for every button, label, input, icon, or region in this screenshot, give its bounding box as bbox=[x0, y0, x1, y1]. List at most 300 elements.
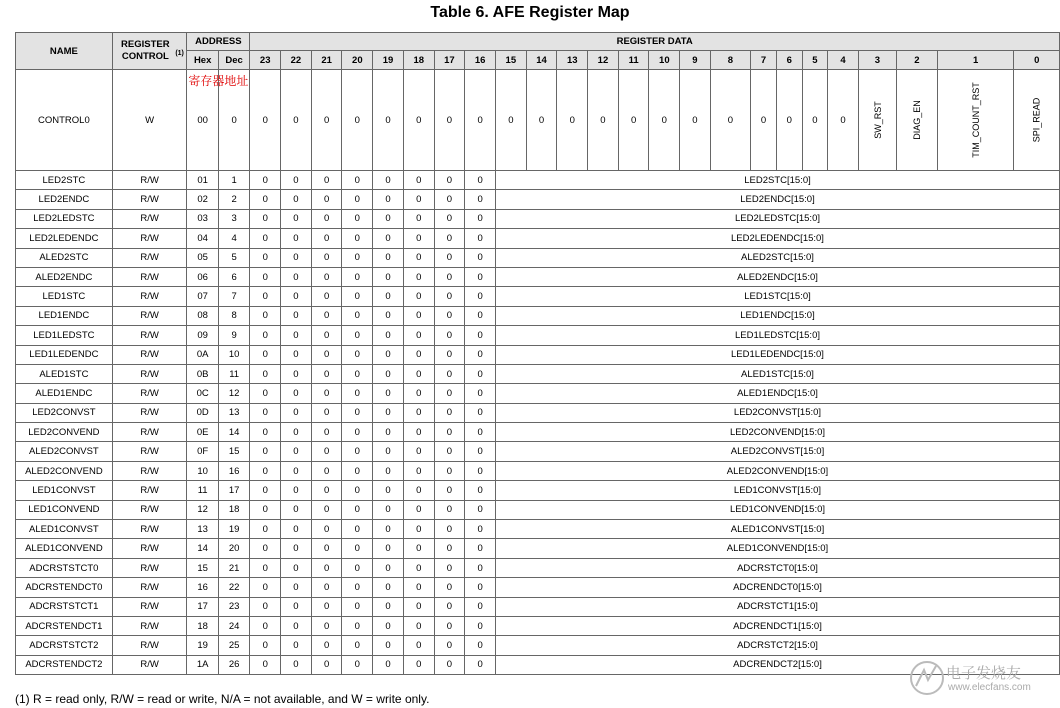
register-data-field: ALED2CONVEND[15:0] bbox=[495, 461, 1059, 480]
bit-value: 0 bbox=[776, 70, 802, 171]
bit-value: 0 bbox=[281, 597, 312, 616]
bit-value: 0 bbox=[403, 539, 434, 558]
register-control: R/W bbox=[112, 384, 187, 403]
address-dec: 4 bbox=[218, 229, 249, 248]
bit-value: 0 bbox=[342, 558, 373, 577]
bit-value: 0 bbox=[465, 636, 496, 655]
table-row bbox=[16, 461, 1060, 480]
bit-value: 0 bbox=[373, 461, 404, 480]
bit-value: 0 bbox=[465, 578, 496, 597]
bit-value: 0 bbox=[434, 578, 465, 597]
address-dec: 13 bbox=[218, 403, 249, 422]
address-dec: 11 bbox=[218, 364, 249, 383]
bit-value: 0 bbox=[403, 171, 434, 190]
bit-value: 0 bbox=[250, 306, 281, 325]
register-control: R/W bbox=[112, 461, 187, 480]
bit-value: 0 bbox=[342, 500, 373, 519]
dec-header: Dec bbox=[218, 51, 249, 70]
register-data-field: LED2LEDSTC[15:0] bbox=[495, 209, 1059, 228]
table-row bbox=[16, 578, 1060, 597]
bit-value: 0 bbox=[465, 267, 496, 286]
bit-value: 0 bbox=[434, 655, 465, 674]
address-hex: 09 bbox=[187, 326, 218, 345]
register-control: R/W bbox=[112, 171, 187, 190]
bit-value: 0 bbox=[250, 481, 281, 500]
bit-value: 0 bbox=[434, 171, 465, 190]
bit-value: 0 bbox=[311, 384, 342, 403]
register-control: W bbox=[112, 70, 187, 171]
bit-value: 0 bbox=[250, 616, 281, 635]
bit-header: 18 bbox=[403, 51, 434, 70]
bit-header: 7 bbox=[751, 51, 777, 70]
bit-value: 0 bbox=[465, 70, 496, 171]
bit-value: 0 bbox=[281, 229, 312, 248]
address-hex: 03 bbox=[187, 209, 218, 228]
register-data-field: LED1ENDC[15:0] bbox=[495, 306, 1059, 325]
bit-value: 0 bbox=[373, 539, 404, 558]
address-hex: 13 bbox=[187, 520, 218, 539]
bit-value: 0 bbox=[373, 229, 404, 248]
bit-value: 0 bbox=[434, 558, 465, 577]
bit-value: 0 bbox=[281, 70, 312, 171]
bit-value: 0 bbox=[250, 287, 281, 306]
bit-value: 0 bbox=[281, 403, 312, 422]
bit-value: 0 bbox=[250, 423, 281, 442]
register-data-field: LED1CONVEND[15:0] bbox=[495, 500, 1059, 519]
bit-value: 0 bbox=[281, 481, 312, 500]
address-dec: 0 bbox=[218, 70, 249, 171]
register-control: R/W bbox=[112, 500, 187, 519]
bit-header: 11 bbox=[618, 51, 649, 70]
bit-value: 0 bbox=[434, 326, 465, 345]
bit-value: 0 bbox=[342, 636, 373, 655]
bit-header: 10 bbox=[649, 51, 680, 70]
table-row bbox=[16, 481, 1060, 500]
register-data-field: ALED1CONVST[15:0] bbox=[495, 520, 1059, 539]
bit-value: 0 bbox=[649, 70, 680, 171]
register-control: R/W bbox=[112, 190, 187, 209]
bit-value: 0 bbox=[465, 461, 496, 480]
table-row bbox=[16, 229, 1060, 248]
address-hex: 15 bbox=[187, 558, 218, 577]
bit-value: 0 bbox=[557, 70, 588, 171]
bit-value: 0 bbox=[342, 461, 373, 480]
bit-value: 0 bbox=[311, 597, 342, 616]
bit-value: 0 bbox=[434, 461, 465, 480]
address-dec: 21 bbox=[218, 558, 249, 577]
bit-header: 15 bbox=[495, 51, 526, 70]
bit-value: 0 bbox=[495, 70, 526, 171]
bit-value: 0 bbox=[828, 70, 858, 171]
bit-value: 0 bbox=[465, 248, 496, 267]
bit-value: 0 bbox=[311, 364, 342, 383]
bit-value: 0 bbox=[342, 364, 373, 383]
named-bit-label: TIM_COUNT_RST bbox=[970, 81, 981, 158]
register-data-field: LED1LEDSTC[15:0] bbox=[495, 326, 1059, 345]
address-hex: 04 bbox=[187, 229, 218, 248]
bit-value: 0 bbox=[311, 423, 342, 442]
bit-value: 0 bbox=[311, 500, 342, 519]
register-control: R/W bbox=[112, 597, 187, 616]
elecfans-watermark bbox=[908, 658, 1048, 700]
table-row bbox=[16, 597, 1060, 616]
bit-value: 0 bbox=[434, 229, 465, 248]
register-data-field: LED2CONVEND[15:0] bbox=[495, 423, 1059, 442]
bit-value: 0 bbox=[802, 70, 828, 171]
register-name: LED1ENDC bbox=[16, 306, 113, 325]
bit-value: 0 bbox=[403, 558, 434, 577]
bit-value: 0 bbox=[250, 520, 281, 539]
bit-value: 0 bbox=[465, 539, 496, 558]
bit-value: 0 bbox=[250, 326, 281, 345]
table-row bbox=[16, 616, 1060, 635]
bit-value: 0 bbox=[342, 287, 373, 306]
register-name: ALED2CONVEND bbox=[16, 461, 113, 480]
bit-value: 0 bbox=[373, 520, 404, 539]
bit-value: 0 bbox=[373, 655, 404, 674]
address-hex: 0F bbox=[187, 442, 218, 461]
hex-header: Hex bbox=[187, 51, 218, 70]
table-row bbox=[16, 442, 1060, 461]
register-data-field: ADCRENDCT1[15:0] bbox=[495, 616, 1059, 635]
bit-value: 0 bbox=[373, 70, 404, 171]
bit-value: 0 bbox=[465, 190, 496, 209]
bit-value: 0 bbox=[250, 539, 281, 558]
address-hex: 寄存器地址 00 bbox=[187, 70, 218, 171]
register-control: R/W bbox=[112, 558, 187, 577]
address-dec: 2 bbox=[218, 190, 249, 209]
address-dec: 17 bbox=[218, 481, 249, 500]
bit-value: 0 bbox=[311, 287, 342, 306]
bit-value: 0 bbox=[311, 70, 342, 171]
bit-value: 0 bbox=[403, 578, 434, 597]
bit-value: 0 bbox=[311, 171, 342, 190]
bit-value: 0 bbox=[434, 500, 465, 519]
address-dec: 14 bbox=[218, 423, 249, 442]
bit-value: 0 bbox=[281, 616, 312, 635]
register-control: R/W bbox=[112, 403, 187, 422]
bit-value: 0 bbox=[250, 403, 281, 422]
register-name: ADCRSTENDCT1 bbox=[16, 616, 113, 635]
register-name: ALED1STC bbox=[16, 364, 113, 383]
table-row bbox=[16, 403, 1060, 422]
bit-value: 0 bbox=[342, 384, 373, 403]
bit-value: 0 bbox=[250, 558, 281, 577]
bit-value: 0 bbox=[373, 209, 404, 228]
bit-value: 0 bbox=[342, 481, 373, 500]
bit-value: 0 bbox=[373, 364, 404, 383]
address-dec: 10 bbox=[218, 345, 249, 364]
address-hex: 16 bbox=[187, 578, 218, 597]
bit-value: 0 bbox=[465, 326, 496, 345]
bit-value: 0 bbox=[281, 384, 312, 403]
bit-value: 0 bbox=[403, 423, 434, 442]
register-name: ALED1ENDC bbox=[16, 384, 113, 403]
bit-value: 0 bbox=[342, 248, 373, 267]
address-hex: 0E bbox=[187, 423, 218, 442]
bit-value: 0 bbox=[403, 190, 434, 209]
bit-value: 0 bbox=[434, 597, 465, 616]
register-name: ALED1CONVEND bbox=[16, 539, 113, 558]
bit-value: 0 bbox=[342, 597, 373, 616]
bit-value: 0 bbox=[342, 442, 373, 461]
register-data-field: ALED1CONVEND[15:0] bbox=[495, 539, 1059, 558]
bit-value: 0 bbox=[281, 539, 312, 558]
address-hex: 19 bbox=[187, 636, 218, 655]
bit-value: 0 bbox=[342, 520, 373, 539]
table-row bbox=[16, 500, 1060, 519]
bit-value: 0 bbox=[281, 209, 312, 228]
bit-value: 0 bbox=[403, 461, 434, 480]
bit-value: 0 bbox=[373, 500, 404, 519]
bit-value: 0 bbox=[403, 520, 434, 539]
bit-value: 0 bbox=[710, 70, 751, 171]
address-dec: 19 bbox=[218, 520, 249, 539]
register-control: R/W bbox=[112, 578, 187, 597]
register-control: R/W bbox=[112, 287, 187, 306]
bit-header: 21 bbox=[311, 51, 342, 70]
bit-value: 0 bbox=[250, 190, 281, 209]
bit-value: 0 bbox=[311, 481, 342, 500]
bit-value: 0 bbox=[751, 70, 777, 171]
address-hex: 01 bbox=[187, 171, 218, 190]
address-dec: 18 bbox=[218, 500, 249, 519]
bit-value: 0 bbox=[311, 209, 342, 228]
bit-value: 0 bbox=[311, 558, 342, 577]
address-hex: 12 bbox=[187, 500, 218, 519]
bit-value: 0 bbox=[250, 209, 281, 228]
bit-value: 0 bbox=[373, 558, 404, 577]
register-data-field: ADCRENDCT0[15:0] bbox=[495, 578, 1059, 597]
register-control: R/W bbox=[112, 306, 187, 325]
bit-value: 0 bbox=[465, 229, 496, 248]
bit-value: 0 bbox=[434, 248, 465, 267]
bit-value: 0 bbox=[403, 326, 434, 345]
register-data-field: ALED2CONVST[15:0] bbox=[495, 442, 1059, 461]
register-control: R/W bbox=[112, 248, 187, 267]
bit-value: 0 bbox=[250, 171, 281, 190]
table-title: Table 6. AFE Register Map bbox=[430, 4, 630, 21]
bit-value: 0 bbox=[342, 616, 373, 635]
bit-value: 0 bbox=[342, 423, 373, 442]
address-hex: 05 bbox=[187, 248, 218, 267]
register-control: R/W bbox=[112, 345, 187, 364]
bit-header: 19 bbox=[373, 51, 404, 70]
address-dec: 23 bbox=[218, 597, 249, 616]
bit-value: 0 bbox=[465, 500, 496, 519]
bit-value: 0 bbox=[342, 267, 373, 286]
bit-value: 0 bbox=[465, 616, 496, 635]
bit-value: 0 bbox=[465, 364, 496, 383]
bit-value: 0 bbox=[281, 306, 312, 325]
bit-header: 1 bbox=[937, 51, 1014, 70]
bit-value: 0 bbox=[281, 520, 312, 539]
address-hex: 06 bbox=[187, 267, 218, 286]
bit-value: 0 bbox=[373, 326, 404, 345]
register-control: R/W bbox=[112, 209, 187, 228]
bit-value: 0 bbox=[373, 267, 404, 286]
bit-value: 0 bbox=[281, 248, 312, 267]
bit-value: 0 bbox=[588, 70, 619, 171]
address-hex: 02 bbox=[187, 190, 218, 209]
register-control: R/W bbox=[112, 655, 187, 674]
bit-value: 0 bbox=[434, 287, 465, 306]
register-control: R/W bbox=[112, 229, 187, 248]
bit-value: 0 bbox=[434, 267, 465, 286]
bit-value: 0 bbox=[403, 655, 434, 674]
bit-value: 0 bbox=[434, 384, 465, 403]
address-hex: 17 bbox=[187, 597, 218, 616]
register-control: R/W bbox=[112, 364, 187, 383]
bit-value: 0 bbox=[281, 171, 312, 190]
bit-value: 0 bbox=[373, 636, 404, 655]
header-row-1 bbox=[16, 33, 1060, 51]
register-data-field: LED2LEDENDC[15:0] bbox=[495, 229, 1059, 248]
table-row bbox=[16, 384, 1060, 403]
table-row-control0 bbox=[16, 70, 1060, 171]
bit-header: 13 bbox=[557, 51, 588, 70]
bit-value: 0 bbox=[373, 578, 404, 597]
address-dec: 16 bbox=[218, 461, 249, 480]
address-hex: 11 bbox=[187, 481, 218, 500]
bit-value: 0 bbox=[311, 578, 342, 597]
address-hex: 0B bbox=[187, 364, 218, 383]
bit-value: 0 bbox=[342, 345, 373, 364]
bit-value: 0 bbox=[311, 229, 342, 248]
bit-value: 0 bbox=[281, 364, 312, 383]
address-hex: 0D bbox=[187, 403, 218, 422]
annotation-register-address: 寄存器地址 bbox=[188, 74, 249, 88]
bit-value: 0 bbox=[311, 655, 342, 674]
named-bit-label: SPI_READ bbox=[1031, 97, 1042, 142]
bit-header: 2 bbox=[897, 51, 938, 70]
bit-value: 0 bbox=[250, 229, 281, 248]
register-data-field: ADCRSTCT1[15:0] bbox=[495, 597, 1059, 616]
bit-value: 0 bbox=[403, 209, 434, 228]
register-data-field: LED2ENDC[15:0] bbox=[495, 190, 1059, 209]
named-bit-label: DIAG_EN bbox=[911, 99, 922, 140]
bit-value: 0 bbox=[342, 326, 373, 345]
bit-value: 0 bbox=[311, 616, 342, 635]
bit-value: 0 bbox=[342, 655, 373, 674]
watermark-url: www.elecfans.com bbox=[948, 682, 1031, 693]
bit-value: 0 bbox=[311, 190, 342, 209]
register-name: LED1CONVEND bbox=[16, 500, 113, 519]
bit-value: 0 bbox=[281, 655, 312, 674]
address-dec: 15 bbox=[218, 442, 249, 461]
address-hex: 18 bbox=[187, 616, 218, 635]
bit-value: 0 bbox=[311, 326, 342, 345]
bit-header: 16 bbox=[465, 51, 496, 70]
bit-value: 0 bbox=[403, 287, 434, 306]
bit-header: 0 bbox=[1014, 51, 1060, 70]
register-name: LED2LEDSTC bbox=[16, 209, 113, 228]
table-row bbox=[16, 655, 1060, 674]
bit-value: 0 bbox=[465, 442, 496, 461]
register-data-field: ALED2ENDC[15:0] bbox=[495, 267, 1059, 286]
bit-value: 0 bbox=[281, 636, 312, 655]
bit-value: 0 bbox=[250, 442, 281, 461]
bit-value: 0 bbox=[373, 306, 404, 325]
bit-value: 0 bbox=[403, 267, 434, 286]
bit-value: 0 bbox=[281, 287, 312, 306]
register-data-field: ALED2STC[15:0] bbox=[495, 248, 1059, 267]
register-name: ADCRSTSTCT1 bbox=[16, 597, 113, 616]
bit-value: 0 bbox=[403, 364, 434, 383]
bit-value: 0 bbox=[373, 423, 404, 442]
address-dec: 7 bbox=[218, 287, 249, 306]
address-hex: 07 bbox=[187, 287, 218, 306]
bit-header: 12 bbox=[588, 51, 619, 70]
table-row bbox=[16, 520, 1060, 539]
bit-value: 0 bbox=[311, 403, 342, 422]
bit-value: 0 bbox=[281, 190, 312, 209]
address-dec: 3 bbox=[218, 209, 249, 228]
table-row bbox=[16, 345, 1060, 364]
table-row bbox=[16, 171, 1060, 190]
table-row bbox=[16, 267, 1060, 286]
bit-value: 0 bbox=[342, 306, 373, 325]
bit-value: 0 bbox=[342, 190, 373, 209]
register-control: R/W bbox=[112, 481, 187, 500]
bit-value: 0 bbox=[250, 248, 281, 267]
address-dec: 9 bbox=[218, 326, 249, 345]
bit-value: 0 bbox=[434, 209, 465, 228]
bit-value: 0 bbox=[250, 597, 281, 616]
address-hex: 1A bbox=[187, 655, 218, 674]
named-bit-label: SW_RST bbox=[872, 100, 883, 139]
bit-value: 0 bbox=[281, 461, 312, 480]
bit-value: 0 bbox=[250, 384, 281, 403]
bit-value: 0 bbox=[465, 306, 496, 325]
bit-value: 0 bbox=[250, 345, 281, 364]
bit-value: 0 bbox=[434, 616, 465, 635]
register-name: LED1LEDSTC bbox=[16, 326, 113, 345]
bit-value: 0 bbox=[434, 442, 465, 461]
bit-value: 0 bbox=[465, 171, 496, 190]
table-row bbox=[16, 209, 1060, 228]
bit-value: 0 bbox=[311, 520, 342, 539]
address-dec: 25 bbox=[218, 636, 249, 655]
bit-value: 0 bbox=[465, 520, 496, 539]
register-name: LED2ENDC bbox=[16, 190, 113, 209]
register-name: ALED1CONVST bbox=[16, 520, 113, 539]
register-control-header: REGISTER CONTROL $^{(1)}$ bbox=[112, 33, 187, 70]
bit-value: 0 bbox=[373, 403, 404, 422]
bit-value: 0 bbox=[250, 578, 281, 597]
register-name: ADCRSTSTCT0 bbox=[16, 558, 113, 577]
register-data-header: REGISTER DATA bbox=[250, 33, 1060, 51]
address-dec: 12 bbox=[218, 384, 249, 403]
bit-value: 0 bbox=[680, 70, 710, 171]
bit-value: 0 bbox=[465, 597, 496, 616]
bit-value: 0 bbox=[403, 636, 434, 655]
bit-value: 0 bbox=[342, 403, 373, 422]
bit-value: 0 bbox=[250, 70, 281, 171]
register-name: ADCRSTSTCT2 bbox=[16, 636, 113, 655]
bit-value: 0 bbox=[403, 500, 434, 519]
bit-header: 17 bbox=[434, 51, 465, 70]
bit-value: 0 bbox=[403, 70, 434, 171]
bit-value: 0 bbox=[434, 636, 465, 655]
address-hex: 14 bbox=[187, 539, 218, 558]
bit-value: 0 bbox=[465, 558, 496, 577]
register-name: ALED2ENDC bbox=[16, 267, 113, 286]
bit-value: 0 bbox=[281, 267, 312, 286]
bit-value: 0 bbox=[434, 520, 465, 539]
register-name: ADCRSTENDCT0 bbox=[16, 578, 113, 597]
named-bit-cell bbox=[937, 70, 1014, 171]
